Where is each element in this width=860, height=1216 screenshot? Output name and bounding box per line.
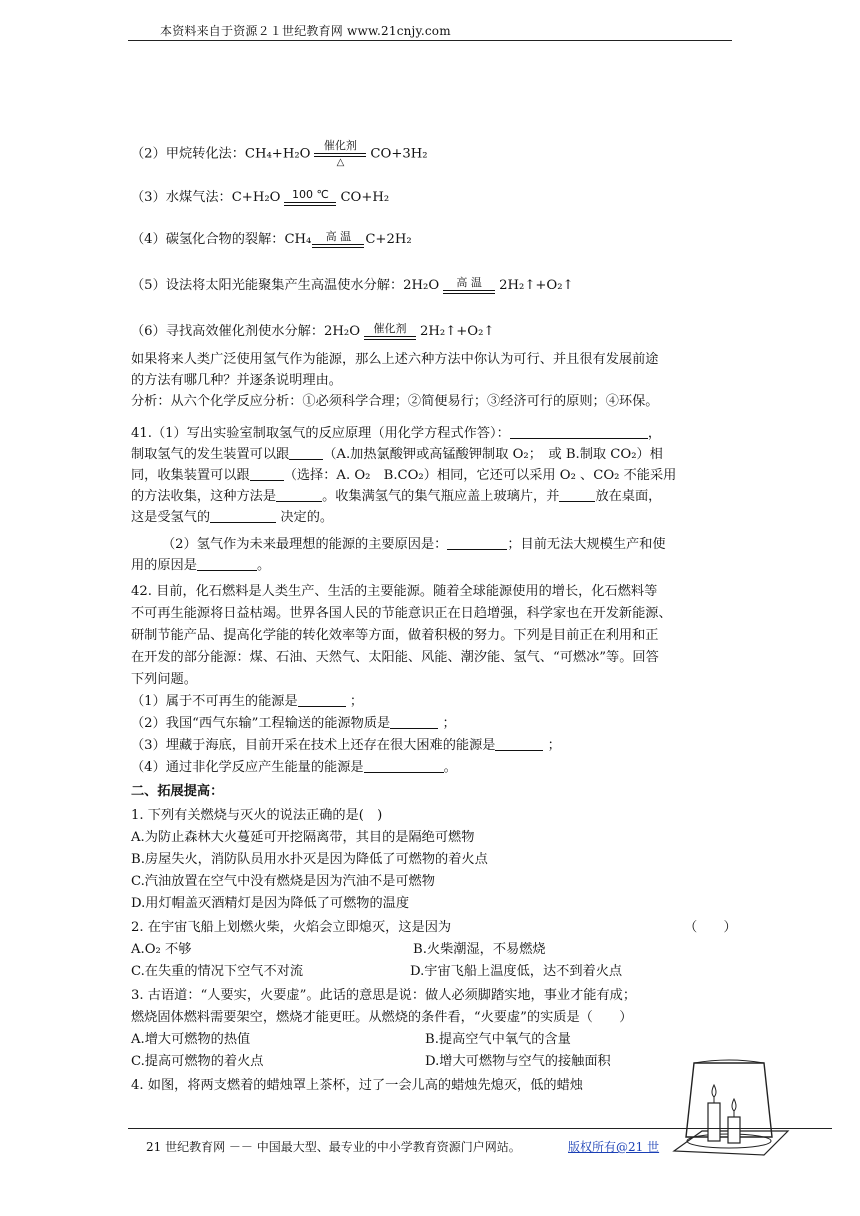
mc3-option-c: C.提高可燃物的着火点: [131, 1054, 264, 1069]
method-prefix: （5）设法将太阳光能聚集产生高温使水分解：2H₂O: [131, 278, 440, 293]
equals-bars: [364, 336, 416, 340]
mc2-option-d: D.宇宙飞船上温度低，达不到着火点: [410, 964, 623, 979]
answer-blank: [298, 692, 346, 707]
answer-blank: [447, 535, 507, 550]
mc2-option-a: A.O₂ 不够: [131, 942, 192, 957]
condition-top: 高 温: [325, 229, 352, 243]
q42-sub-text: 。: [443, 760, 457, 775]
method-suffix: CO+H₂: [340, 190, 390, 205]
equals-bars: [312, 244, 364, 248]
condition-top: 催化剂: [373, 321, 407, 335]
mc2-option-c: C.在失重的情况下空气不对流: [131, 964, 304, 979]
reaction-condition: [284, 189, 336, 207]
mc1-option-b: B.房屋失火，消防队员用水扑灭是因为降低了可燃物的着火点: [131, 852, 488, 867]
q42-line: 不可再生能源将日益枯竭。世界各国人民的节能意识正在日趋增强，科学家也在开发新能源、: [131, 606, 672, 621]
q42-sub-text: （4）通过非化学反应产生能量的能源是: [131, 760, 364, 775]
q41-line-4: [131, 487, 661, 507]
q41-line-2: [131, 445, 663, 465]
answer-blank: [390, 714, 438, 729]
answer-blank: [250, 466, 284, 481]
mc2-stem: 2. 在宇宙飞船上划燃火柴，火焰会立即熄灭，这是因为: [131, 920, 452, 935]
q41-text: 同，收集装置可以跟: [131, 468, 250, 483]
analysis-line: 分析：从六个化学反应分析：①必须科学合理；②简便易行；③经济可行的原则；④环保。: [131, 394, 659, 409]
copyright-link[interactable]: 版权所有@21 世: [568, 1140, 660, 1154]
mc1-option-a: A.为防止森林大火蔓延可开挖隔离带，其目的是隔绝可燃物: [131, 830, 475, 845]
page-header: 本资料来自于资源２１世纪教育网 www.21cnjy.com: [160, 24, 451, 38]
mc3-option-a: A.增大可燃物的热值: [131, 1032, 251, 1047]
method-prefix: （3）水煤气法：C+H₂O: [131, 190, 281, 205]
q42-sub-text: （3）埋藏于海底，目前开采在技术上还存在很大困难的能源是: [131, 738, 496, 753]
q42-sub-2: [131, 714, 456, 734]
condition-bottom: △: [336, 157, 345, 168]
equals-bars: [443, 290, 495, 294]
footer-text: 21 世纪教育网 －－ 中国最大型、最专业的中小学教育资源门户网站。: [146, 1140, 521, 1154]
method-prefix: （4）碳氢化合物的裂解：CH₄: [131, 232, 312, 247]
para-line: 如果将来人类广泛使用氢气作为能源，那么上述六种方法中你认为可行、并且很有发展前途: [131, 352, 659, 367]
answer-blank: [210, 508, 276, 523]
q41-line-5: [131, 508, 333, 528]
method-suffix: 2H₂↑+O₂↑: [420, 324, 495, 339]
q41-text: ；目前无法大规模生产和使: [507, 537, 666, 552]
candle-cup-figure: [672, 1055, 792, 1173]
answer-blank: [510, 424, 648, 439]
q42-line: 在开发的部分能源：煤、石油、天然气、太阳能、风能、潮汐能、氢气、“可燃冰”等。回答: [131, 650, 659, 665]
q42-sub-1: [131, 692, 363, 712]
answer-blank: [276, 487, 322, 502]
mc1-option-c: C.汽油放置在空气中没有燃烧是因为汽油不是可燃物: [131, 874, 435, 889]
equals-bars: [284, 202, 336, 206]
mc2-answer-paren: （ ）: [684, 920, 737, 935]
q42-sub-text: （1）属于不可再生的能源是: [131, 694, 298, 709]
q41-text: 41.（1）写出实验室制取氢气的反应原理（用化学方程式作答）：: [131, 426, 510, 441]
q41-line-6: [162, 535, 666, 555]
method-6: [131, 322, 494, 342]
mc1-stem: 1. 下列有关燃烧与灭火的说法正确的是( ): [131, 808, 383, 823]
q41-line-3: [131, 466, 676, 486]
q41-text: 的方法收集，这种方法是: [131, 489, 277, 504]
section-title: 二、拓展提高：: [131, 784, 224, 799]
method-suffix: 2H₂↑+O₂↑: [499, 278, 574, 293]
reaction-condition: [312, 231, 364, 249]
q41-line-7: [131, 556, 270, 576]
q41-text: 。收集满氢气的集气瓶应盖上玻璃片，并: [322, 489, 560, 504]
method-5: [131, 276, 574, 296]
method-4: [131, 230, 412, 250]
q41-text: 。: [256, 558, 271, 573]
q41-text: ，: [647, 426, 662, 441]
q42-sub-3: [131, 736, 561, 756]
method-suffix: CO+3H₂: [370, 146, 428, 162]
answer-blank: [197, 556, 257, 571]
mc3-option-d: D.增大可燃物与空气的接触面积: [425, 1054, 611, 1069]
mc2-option-b: B.火柴潮湿，不易燃烧: [413, 942, 546, 957]
reaction-condition: [364, 323, 416, 341]
mc4-stem: 4. 如图，将两支燃着的蜡烛罩上茶杯，过了一会儿高的蜡烛先熄灭，低的蜡烛: [131, 1078, 583, 1093]
q42-sub-text: （2）我国“西气东输”工程输送的能源物质是: [131, 716, 391, 731]
q41-text: （A.加热氯酸钾或高锰酸钾制取 O₂； 或 B.制取 CO₂）相: [323, 447, 663, 462]
mc1-option-d: D.用灯帽盖灭酒精灯是因为降低了可燃物的温度: [131, 896, 410, 911]
answer-blank: [364, 758, 444, 773]
q41-text: 制取氢气的发生装置可以跟: [131, 447, 290, 462]
answer-blank: [495, 736, 543, 751]
header-divider: [128, 40, 732, 41]
q42-line: 下列问题。: [131, 672, 197, 687]
q41-text: 放在桌面，: [595, 489, 662, 504]
q41-text: （选择：A. O₂ B.CO₂）相同，它还可以采用 O₂ 、CO₂ 不能采用: [283, 468, 677, 483]
q42-sub-text: ；: [543, 738, 561, 753]
method-prefix: （6）寻找高效催化剂使水分解：2H₂O: [131, 324, 361, 339]
q42-sub-4: [131, 758, 457, 778]
mc3-stem-1: 3. 古语道：“人要实，火要虚”。此话的意思是说：做人必须脚踏实地，事业才能有成；: [131, 988, 637, 1003]
condition-top: 催化剂: [323, 139, 357, 152]
para-line: 的方法有哪几种？并逐条说明理由。: [131, 373, 342, 388]
q41-text: 这是受氢气的: [131, 510, 211, 525]
reaction-condition: [443, 277, 495, 295]
q42-line: 42. 目前，化石燃料是人类生产、生活的主要能源。随着全球能源使用的增长，化石燃料等: [131, 584, 658, 599]
answer-blank: [559, 487, 595, 502]
q42-sub-text: ；: [438, 716, 456, 731]
mc3-stem-2: 燃烧固体燃料需要架空，燃烧才能更旺。从燃烧的条件看，“火要虚”的实质是（ ）: [131, 1010, 633, 1025]
footer-divider: [128, 1128, 832, 1129]
reaction-condition: [314, 140, 366, 168]
method-2: [131, 140, 428, 168]
q42-line: 研制节能产品、提高化学能的转化效率等方面，做着积极的努力。下列是目前正在利用和正: [131, 628, 659, 643]
method-prefix: （2）甲烷转化法：CH₄+H₂O: [131, 146, 311, 162]
method-suffix: C+2H₂: [365, 232, 412, 247]
q41-text: 决定的。: [276, 510, 334, 525]
method-3: [131, 188, 389, 208]
q41-text: （2）氢气作为未来最理想的能源的主要原因是：: [162, 537, 448, 552]
q41-line-1: [131, 424, 661, 444]
mc3-option-b: B.提高空气中氧气的含量: [425, 1032, 571, 1047]
answer-blank: [289, 445, 323, 460]
q41-text: 用的原因是: [131, 558, 197, 573]
condition-top: 高 温: [456, 275, 482, 289]
condition-top: 100 ℃: [292, 187, 329, 201]
q42-sub-text: ；: [345, 694, 364, 709]
